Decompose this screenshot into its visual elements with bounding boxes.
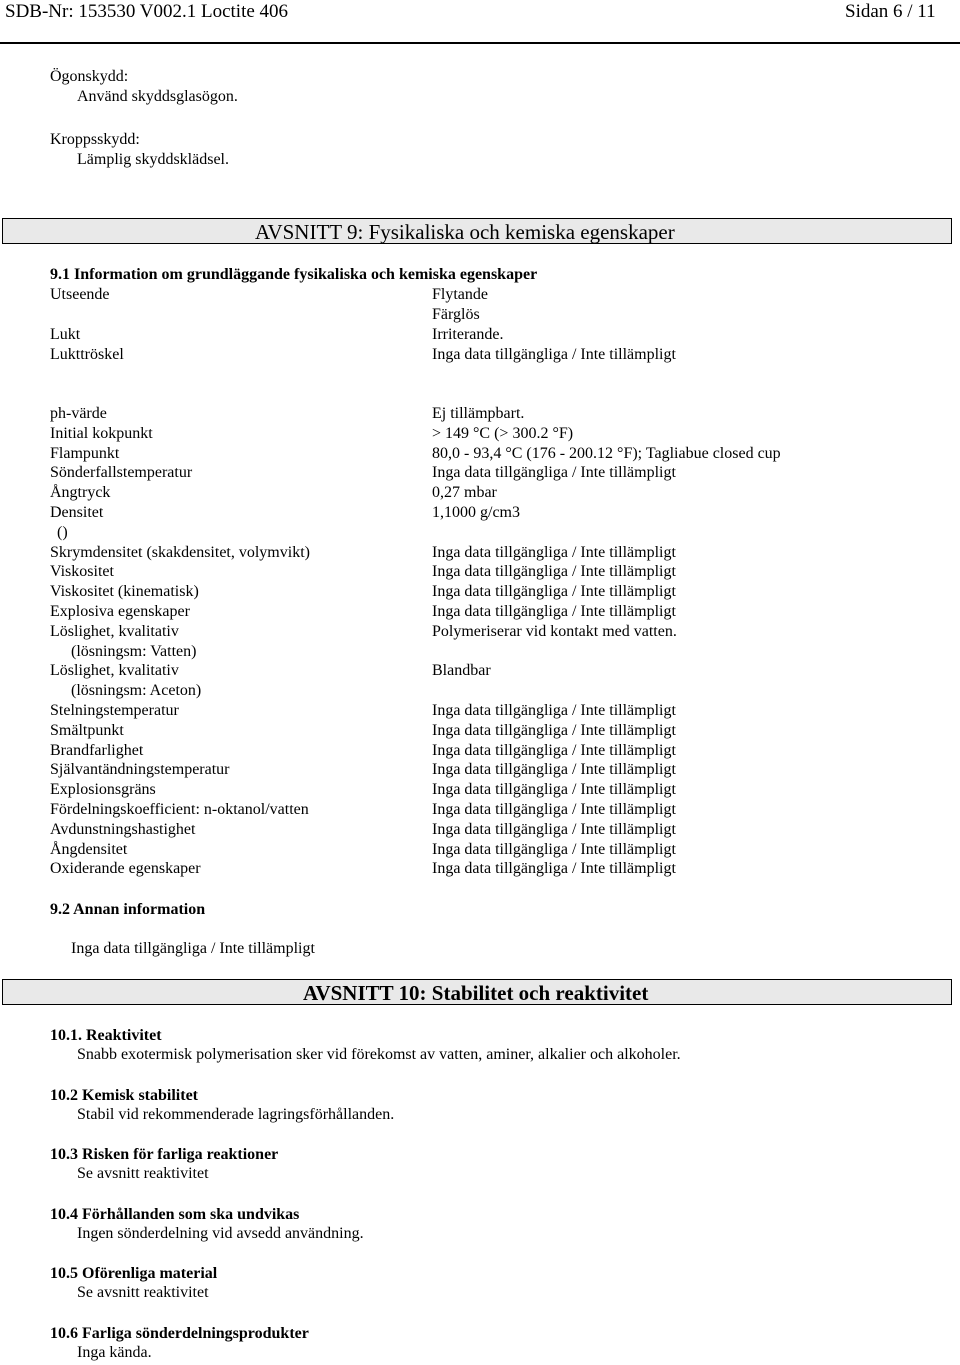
subsection-text: Snabb exotermisk polymerisation sker vid förekomst av vatten, aminer, alkalier och alkoholer. [77, 1046, 681, 1063]
property-label: Initial kokpunkt [50, 424, 153, 442]
property-label: Viskositet (kinematisk) [50, 583, 199, 601]
property-label: Oxiderande egenskaper [50, 860, 201, 878]
eye-protection-value: Använd skyddsglasögon. [77, 88, 238, 105]
property-value: Inga data tillgängliga / Inte tillämpligt [432, 801, 676, 818]
appearance-value-color: Färglös [432, 306, 480, 323]
property-value: Inga data tillgängliga / Inte tillämpligt [432, 741, 676, 759]
subsection-text: Ingen sönderdelning vid avsedd användning. [77, 1224, 364, 1242]
subsection-text: Se avsnitt reaktivitet [77, 1165, 209, 1183]
property-value: Inga data tillgängliga / Inte tillämpligt [432, 820, 676, 838]
property-label: Ångtryck [50, 484, 111, 502]
eye-protection-label: Ögonskydd: [50, 68, 129, 85]
section-9-title: AVSNITT 9: Fysikaliska och kemiska egenskaper [255, 220, 675, 244]
subsection-9-2-heading: 9.2 Annan information [50, 901, 206, 918]
property-value: Inga data tillgängliga / Inte tillämpligt [432, 761, 676, 779]
property-label: Fördelningskoefficient: n-oktanol/vatten [50, 801, 309, 818]
property-label: Explosionsgräns [50, 781, 156, 799]
document-header-id: SDB-Nr: 153530 V002.1 Loctite 406 [5, 1, 289, 22]
property-label: ph-värde [50, 405, 107, 422]
property-label: Avdunstningshastighet [50, 820, 196, 838]
subsection-text: Se avsnitt reaktivitet [77, 1284, 209, 1302]
property-value: Inga data tillgängliga / Inte tillämpligt [432, 543, 676, 561]
property-label: Viskositet [50, 563, 114, 581]
section-10-title: AVSNITT 10: Stabilitet och reaktivitet [303, 981, 649, 1005]
property-label: (lösningsm: Aceton) [71, 682, 202, 700]
property-value: Inga data tillgängliga / Inte tillämpligt [432, 583, 676, 601]
odor-threshold-value: Inga data tillgängliga / Inte tillämpligt [432, 346, 676, 363]
odor-label: Lukt [50, 326, 81, 343]
property-label: Flampunkt [50, 444, 120, 462]
property-label: (lösningsm: Vatten) [71, 642, 197, 660]
subsection-9-1-heading: 9.1 Information om grundläggande fysikaliska och kemiska egenskaper [50, 266, 538, 283]
property-value: Inga data tillgängliga / Inte tillämpligt [432, 563, 676, 581]
appearance-value-form: Flytande [432, 286, 488, 303]
property-value: Inga data tillgängliga / Inte tillämpligt [432, 702, 676, 719]
property-label: Löslighet, kvalitativ [50, 622, 179, 640]
body-protection-label: Kroppsskydd: [50, 131, 140, 148]
property-value: Inga data tillgängliga / Inte tillämpligt [432, 603, 676, 620]
subsection-heading: 10.5 Oförenliga material [50, 1265, 218, 1283]
subsection-heading: 10.2 Kemisk stabilitet [50, 1086, 198, 1104]
property-label: Ångdensitet [50, 840, 128, 858]
header-divider [0, 42, 960, 44]
property-value: 1,1000 g/cm3 [432, 504, 520, 521]
property-label: Sönderfallstemperatur [50, 464, 193, 482]
property-value: Ej tillämpbart. [432, 405, 525, 422]
property-value: > 149 °C (> 300.2 °F) [432, 424, 574, 442]
property-label: Stelningstemperatur [50, 702, 179, 719]
property-label: Densitet [50, 504, 104, 521]
property-value: Inga data tillgängliga / Inte tillämpligt [432, 840, 676, 858]
property-label: Smältpunkt [50, 721, 124, 739]
property-value: 0,27 mbar [432, 484, 497, 502]
property-value: Inga data tillgängliga / Inte tillämpligt [432, 721, 676, 739]
property-label: Självantändningstemperatur [50, 761, 230, 779]
odor-value: Irriterande. [432, 326, 504, 343]
subsection-heading: 10.6 Farliga sönderdelningsprodukter [50, 1325, 309, 1342]
odor-threshold-label: Lukttröskel [50, 346, 124, 363]
property-value: Inga data tillgängliga / Inte tillämpligt [432, 464, 676, 482]
subsection-text: Stabil vid rekommenderade lagringsförhållanden. [77, 1105, 395, 1123]
page-number: Sidan 6 / 11 [845, 1, 936, 22]
property-label: () [57, 523, 68, 541]
appearance-label: Utseende [50, 286, 110, 303]
property-label: Löslighet, kvalitativ [50, 662, 179, 680]
other-information-value: Inga data tillgängliga / Inte tillämpligt [71, 940, 315, 957]
subsection-heading: 10.3 Risken för farliga reaktioner [50, 1146, 279, 1164]
subsection-text: Inga kända. [77, 1344, 152, 1361]
property-value: Inga data tillgängliga / Inte tillämpligt [432, 860, 676, 878]
body-protection-value: Lämplig skyddskläds​el. [77, 151, 229, 168]
property-value: Inga data tillgängliga / Inte tillämpligt [432, 781, 676, 799]
property-label: Brandfarlighet [50, 741, 144, 759]
subsection-heading: 10.1. Reaktivitet [50, 1027, 162, 1044]
property-label: Explosiva egenskaper [50, 603, 190, 620]
property-value: 80,0 - 93,4 °C (176 - 200.12 °F); Tagliabue closed cup [432, 444, 781, 462]
property-label: Skrymdensitet (skakdensitet, volymvikt) [50, 543, 310, 561]
property-value: Polymeriserar vid kontakt med vatten. [432, 622, 677, 640]
property-value: Blandbar [432, 662, 491, 680]
subsection-heading: 10.4 Förhållanden som ska undvikas [50, 1205, 300, 1223]
